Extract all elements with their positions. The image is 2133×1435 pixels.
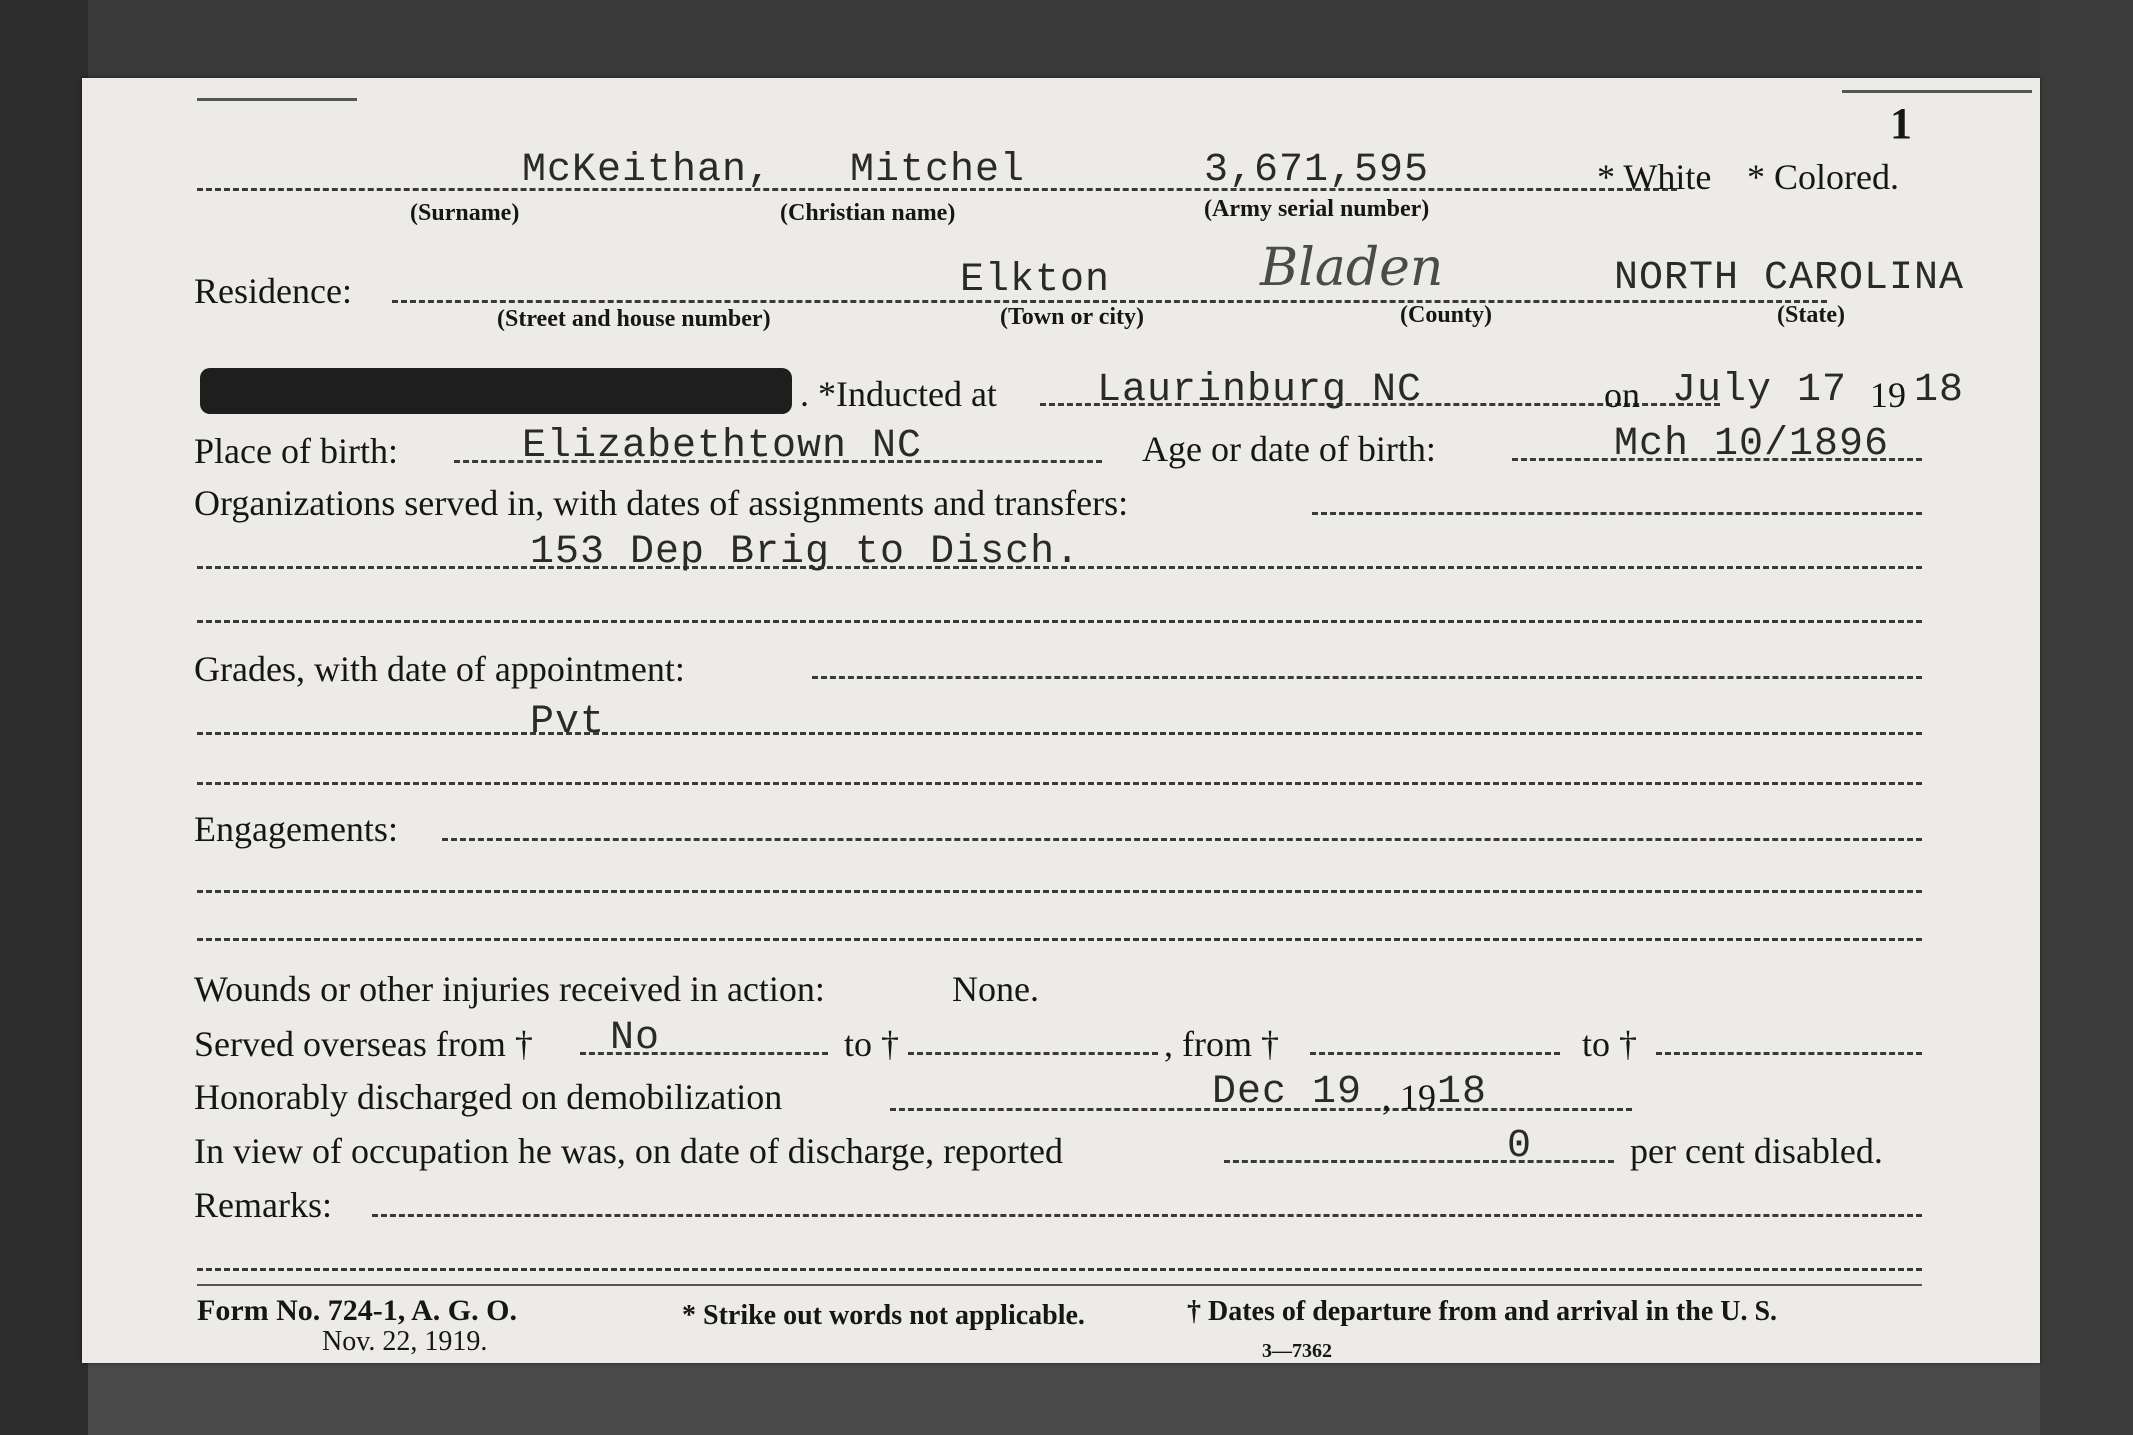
race-colored-label: * Colored.	[1747, 157, 1899, 197]
form-date: Nov. 22, 1919.	[322, 1326, 488, 1357]
caption-christian-name: (Christian name)	[780, 200, 956, 226]
caption-street: (Street and house number)	[497, 306, 771, 332]
organizations-line-1	[1312, 512, 1922, 515]
scan-background-left	[0, 0, 88, 1435]
disabled-line	[1224, 1160, 1614, 1163]
remarks-line-2	[197, 1268, 1922, 1271]
grades-line-2	[197, 732, 1922, 735]
engagements-line-2	[197, 890, 1922, 893]
inducted-year-value: 18	[1914, 368, 1965, 413]
county-value: Bladen	[1260, 238, 1444, 298]
discharge-date-value: Dec 19	[1212, 1070, 1363, 1115]
caption-surname: (Surname)	[410, 200, 520, 226]
footer-rule	[197, 1284, 1922, 1286]
birth-place-label: Place of birth:	[194, 431, 398, 471]
discharged-label: Honorably discharged on demobilization	[194, 1077, 783, 1117]
wounds-label: Wounds or other injuries received in action:	[194, 969, 825, 1009]
inducted-at-value: Laurinburg NC	[1097, 368, 1423, 413]
top-rule-right	[1842, 90, 2032, 93]
top-rule-left	[197, 98, 357, 101]
scan-background-top	[0, 0, 2133, 80]
remarks-line-1	[372, 1214, 1922, 1217]
overseas-to-label-2: to †	[1582, 1024, 1638, 1064]
state-value: NORTH CAROLINA	[1614, 256, 1965, 301]
card-number: 1	[1890, 99, 1912, 148]
scan-background-right	[2040, 0, 2133, 1435]
grades-line-3	[197, 782, 1922, 785]
discharge-year-prefix: , 19	[1382, 1077, 1436, 1117]
birth-place-value: Elizabethtown NC	[522, 424, 923, 469]
engagements-line-3	[197, 938, 1922, 941]
disabled-label: per cent disabled.	[1630, 1131, 1883, 1171]
organizations-value: 153 Dep Brig to Disch.	[530, 530, 1081, 575]
inducted-date-value: July 17	[1672, 368, 1848, 413]
caption-town: (Town or city)	[1000, 304, 1144, 330]
birth-date-value: Mch 10/1896	[1614, 422, 1890, 467]
redaction-bar	[200, 368, 792, 414]
race-white-label: * White	[1597, 157, 1712, 197]
christian-name-value: Mitchel	[850, 148, 1026, 193]
engagements-label: Engagements:	[194, 809, 398, 849]
overseas-value: No	[610, 1016, 661, 1061]
overseas-to-label: to †	[844, 1024, 900, 1064]
disabled-value: 0	[1507, 1124, 1533, 1169]
serial-number-value: 3,671,595	[1204, 148, 1430, 193]
overseas-line-4	[1656, 1052, 1922, 1055]
discharge-year-value: 18	[1437, 1070, 1488, 1115]
strike-out-note: * Strike out words not applicable.	[682, 1300, 1085, 1331]
caption-state: (State)	[1777, 302, 1845, 328]
remarks-label: Remarks:	[194, 1185, 332, 1225]
town-value: Elkton	[960, 258, 1111, 303]
organizations-line-3	[197, 620, 1922, 623]
service-record-card	[82, 78, 2040, 1363]
inducted-year-prefix: 19	[1870, 375, 1906, 415]
overseas-from-label: , from †	[1164, 1024, 1279, 1064]
engagements-line-1	[442, 838, 1922, 841]
age-label: Age or date of birth:	[1142, 429, 1436, 469]
overseas-label: Served overseas from †	[194, 1024, 533, 1064]
residence-label: Residence:	[194, 271, 352, 311]
surname-value: McKeithan,	[522, 148, 773, 193]
dates-note: † Dates of departure from and arrival in the U. S.	[1187, 1296, 1778, 1327]
print-code: 3—7362	[1262, 1340, 1332, 1362]
inducted-label: . *Inducted at	[800, 374, 997, 414]
organizations-label: Organizations served in, with dates of assignments and transfers:	[194, 483, 1129, 523]
grades-line-1	[812, 676, 1922, 679]
grades-value: Pvt	[530, 700, 606, 745]
form-number: Form No. 724-1, A. G. O.	[197, 1294, 517, 1327]
occupation-label: In view of occupation he was, on date of discharge, reported	[194, 1131, 1064, 1171]
caption-serial: (Army serial number)	[1204, 196, 1430, 222]
on-label: on	[1604, 375, 1640, 415]
grades-label: Grades, with date of appointment:	[194, 649, 685, 689]
overseas-line-3	[1310, 1052, 1560, 1055]
wounds-value: None.	[952, 969, 1039, 1009]
overseas-line-2	[908, 1052, 1158, 1055]
caption-county: (County)	[1400, 302, 1493, 328]
